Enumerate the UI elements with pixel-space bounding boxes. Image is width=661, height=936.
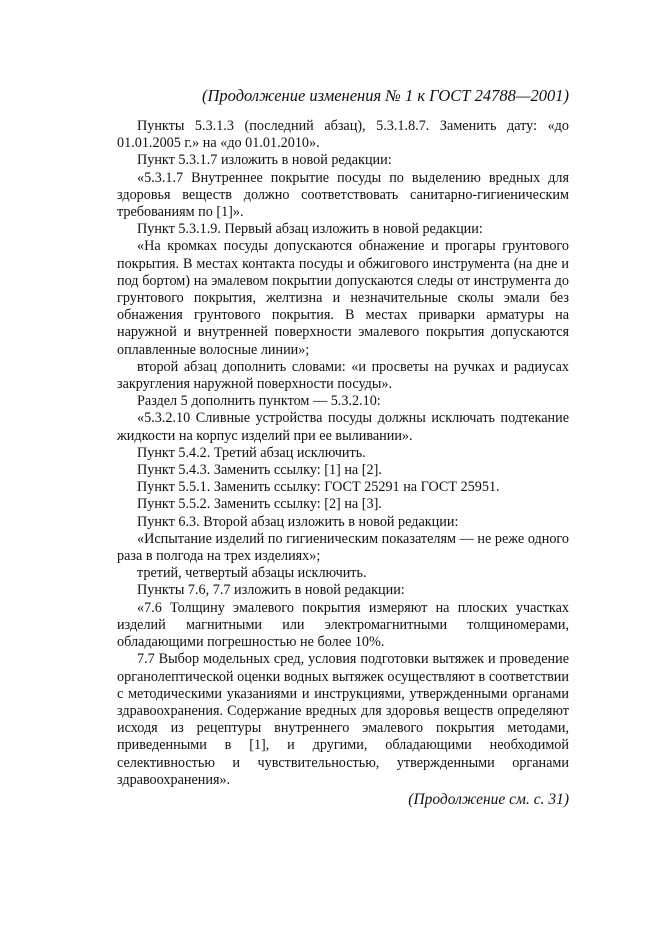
paragraph: «5.3.1.7 Внутреннее покрытие посуды по выделению вредных для здоровья веществ должно соответствовать санитарно-гигиеническим требованиям по [1]». bbox=[117, 169, 569, 221]
continuation-footer: (Продолжение см. с. 31) bbox=[408, 791, 569, 808]
paragraph: «Испытание изделий по гигиеническим показателям — не реже одного раза в полгода на трех изделиях»; bbox=[117, 530, 569, 565]
paragraph: «На кромках посуды допускаются обнажение и прогары грунтового покрытия. В местах контакта посуды и обжигового инструмента (на дне и под бортом) на эмалевом покрытии допускаются следы от инструмента до грунтового покрытия, желтизна и незначительные сколы эмали без обнажения грунтового покрытия. В местах приварки арматуры на наружной и внутренней поверхности эмалевого покрытия допускаются оплавленные волосные линии»; bbox=[117, 238, 569, 358]
paragraph: третий, четвертый абзацы исключить. bbox=[137, 565, 367, 582]
paragraph: Пункты 7.6, 7.7 изложить в новой редакции: bbox=[137, 582, 405, 599]
paragraph: Пункт 5.4.3. Заменить ссылку: [1] на [2]. bbox=[137, 462, 382, 479]
continuation-header: (Продолжение изменения № 1 к ГОСТ 24788—2001) bbox=[202, 86, 569, 105]
paragraph: «7.6 Толщину эмалевого покрытия измеряют на плоских участках изделий магнитными или электромагнитными толщиномерами, обладающими погрешностью не более 10%. bbox=[117, 599, 569, 651]
paragraph: Пункт 6.3. Второй абзац изложить в новой редакции: bbox=[137, 513, 459, 530]
paragraph: Пункт 5.4.2. Третий абзац исключить. bbox=[137, 444, 366, 461]
paragraph: Пункт 5.5.1. Заменить ссылку: ГОСТ 25291 на ГОСТ 25951. bbox=[137, 479, 500, 496]
paragraph: Пункт 5.3.1.9. Первый абзац изложить в новой редакции: bbox=[137, 221, 483, 238]
paragraph: Пункт 5.3.1.7 изложить в новой редакции: bbox=[137, 152, 392, 169]
paragraph: Пункты 5.3.1.3 (последний абзац), 5.3.1.8.7. Заменить дату: «до 01.01.2005 г.» на «до 01.01.2010». bbox=[117, 118, 569, 152]
paragraph: «5.3.2.10 Сливные устройства посуды должны исключать подтекание жидкости на корпус изделий при ее выливании». bbox=[117, 410, 569, 444]
paragraph: второй абзац дополнить словами: «и просветы на ручках и радиусах закругления наружной поверхности посуды». bbox=[117, 358, 569, 393]
paragraph: 7.7 Выбор модельных сред, условия подготовки вытяжек и проведение органолептической оценки водных вытяжек осуществляют в соответствии с методическими указаниями и инструкциями, утвержденными органами здравоохранения. Содержание вредных для здоровья веществ определяют исходя из рецептуры внутреннего эмалевого покрытия методами, приведенными в [1], и другими, обладающими необходимой селективностью и чувствительностью, утвержденными органами здравоохранения». bbox=[117, 651, 569, 788]
paragraph: Пункт 5.5.2. Заменить ссылку: [2] на [3]. bbox=[137, 496, 382, 513]
paragraph: Раздел 5 дополнить пунктом — 5.3.2.10: bbox=[137, 393, 381, 410]
document-body bbox=[117, 118, 569, 789]
